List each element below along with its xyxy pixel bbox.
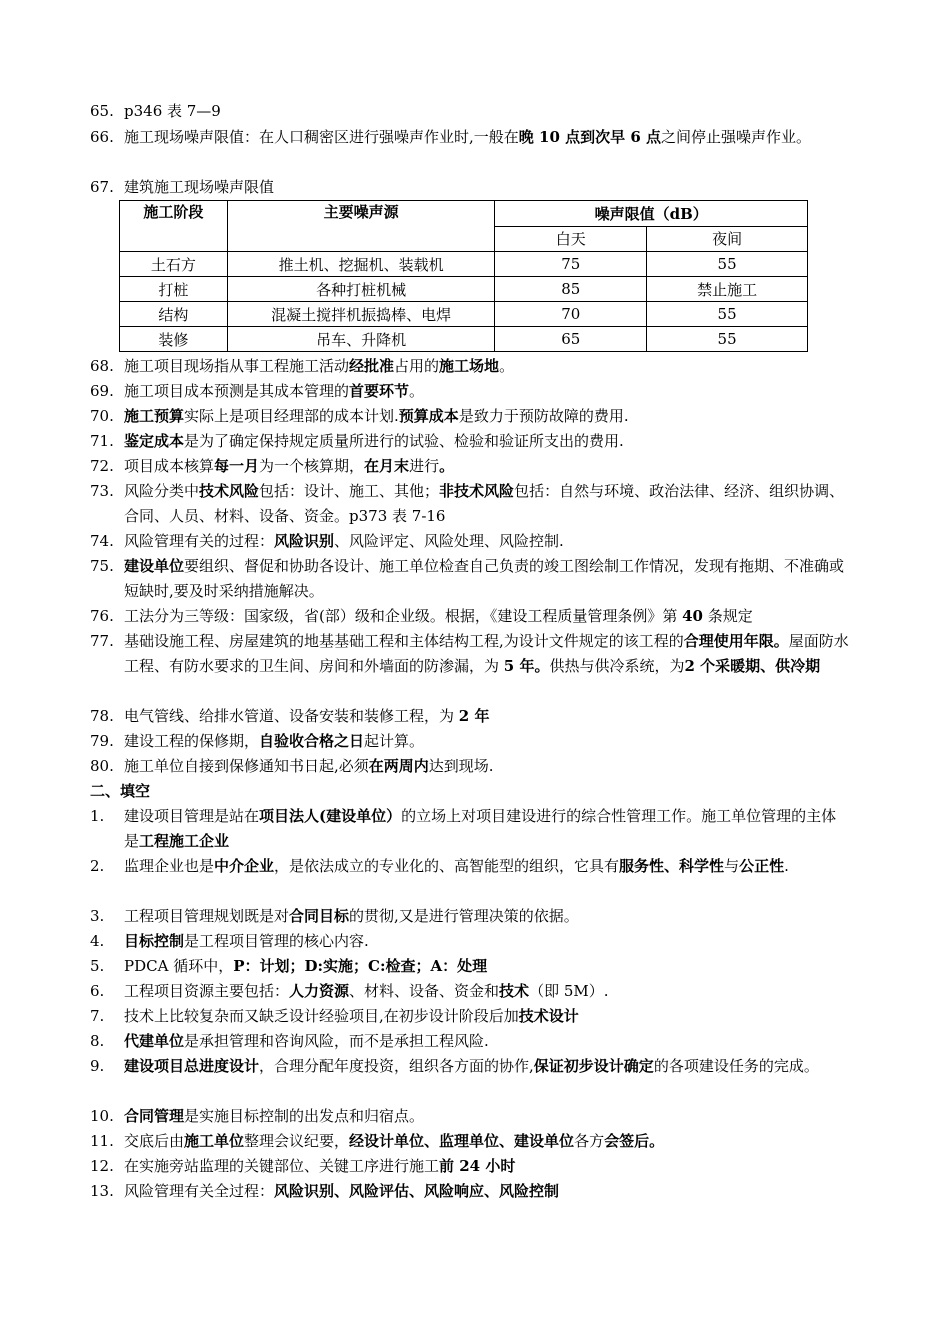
list-item: 9. 建设项目总进度设计，合理分配年度投资，组织各方面的协作,保证初步设计确定的各项建设任务的完成。 — [90, 1057, 819, 1075]
table-header: 噪声限值（dB） — [495, 201, 808, 227]
list-item: 13. 风险管理有关全过程：风险识别、风险评估、风险响应、风险控制 — [90, 1182, 560, 1200]
table-row: 打桩 各种打桩机械 85 禁止施工 — [120, 277, 808, 302]
list-item: 68. 施工项目现场指从事工程施工活动经批准占用的施工场地。 — [90, 357, 515, 375]
list-item: 71. 鉴定成本是为了确定保持规定质量所进行的试验、检验和验证所支出的费用. — [90, 432, 624, 450]
list-item: 3. 工程项目管理规划既是对合同目标的贯彻,又是进行管理决策的依据。 — [90, 907, 579, 925]
list-item: 77. 基础设施工程、房屋建筑的地基基础工程和主体结构工程,为设计文件规定的该工程的合理使用年限。屋面防水工程、有防水要求的卫生间、房间和外墙面的防渗漏，为 5 年。供热与供冷系统，为2 个采暖期、供冷期 — [90, 632, 849, 675]
section-heading: 二、填空 — [90, 782, 151, 800]
list-item: 10. 合同管理是实施目标控制的出发点和归宿点。 — [90, 1107, 425, 1125]
list-item: 69. 施工项目成本预测是其成本管理的首要环节。 — [90, 382, 425, 400]
table-header: 施工阶段 — [120, 201, 228, 252]
list-item: 74. 风险管理有关的过程：风险识别、风险评定、风险处理、风险控制. — [90, 532, 564, 550]
list-item: 5. PDCA 循环中，P：计划；D:实施；C:检查；A：处理 — [90, 957, 488, 975]
list-item: 11. 交底后由施工单位整理会议纪要，经设计单位、监理单位、建设单位各方会签后。 — [90, 1132, 665, 1150]
list-item: 76. 工法分为三等级：国家级，省(部）级和企业级。根据，《建设工程质量管理条例》第 40 条规定 — [90, 607, 753, 625]
list-item: 73. 风险分类中技术风险包括：设计、施工、其他；非技术风险包括：自然与环境、政治法律、经济、组织协调、合同、人员、材料、设备、资金。p373 表 7-16 — [90, 482, 845, 525]
list-item: 78. 电气管线、给排水管道、设备安装和装修工程，为 2 年 — [90, 707, 490, 725]
list-item: 67. 建筑施工现场噪声限值 — [90, 178, 275, 196]
table-header: 夜间 — [647, 226, 808, 252]
table-row: 装修 吊车、升降机 65 55 — [120, 327, 808, 352]
list-item: 79. 建设工程的保修期，自验收合格之日起计算。 — [90, 732, 425, 750]
list-item: 65. p346 表 7—9 — [90, 102, 221, 120]
list-item: 70. 施工预算实际上是项目经理部的成本计划.预算成本是致力于预防故障的费用. — [90, 407, 629, 425]
table-header: 主要噪声源 — [227, 201, 495, 252]
list-item: 4. 目标控制是工程项目管理的核心内容. — [90, 932, 369, 950]
table-row: 结构 混凝土搅拌机振捣棒、电焊 70 55 — [120, 302, 808, 327]
table-row: 土石方 推土机、挖掘机、装载机 75 55 — [120, 252, 808, 277]
list-item: 12. 在实施旁站监理的关键部位、关键工序进行施工前 24 小时 — [90, 1157, 516, 1175]
list-item: 66. 施工现场噪声限值：在人口稠密区进行强噪声作业时,一般在晚 10 点到次早 6 点之间停止强噪声作业。 — [90, 128, 811, 146]
list-item: 1. 建设项目管理是站在项目法人(建设单位）的立场上对项目建设进行的综合性管理工作。施工单位管理的主体是工程施工企业 — [90, 807, 837, 850]
table-header: 白天 — [495, 226, 647, 252]
list-item: 6. 工程项目资源主要包括：人力资源、材料、设备、资金和技术（即 5M）. — [90, 982, 609, 1000]
list-item: 7. 技术上比较复杂而又缺乏设计经验项目,在初步设计阶段后加技术设计 — [90, 1007, 579, 1025]
list-item: 2. 监理企业也是中介企业，是依法成立的专业化的、高智能型的组织，它具有服务性、科学性与公正性. — [90, 857, 789, 875]
list-item: 80. 施工单位自接到保修通知书日起,必须在两周内达到现场. — [90, 757, 494, 775]
list-item: 75. 建设单位要组织、督促和协助各设计、施工单位检查自己负责的竣工图绘制工作情况，发现有拖期、不准确或短缺时,要及时采纳措施解决。 — [90, 557, 845, 600]
list-item: 8. 代建单位是承担管理和咨询风险，而不是承担工程风险. — [90, 1032, 489, 1050]
noise-limit-table — [119, 200, 808, 352]
list-item: 72. 项目成本核算每一月为一个核算期，在月末进行。 — [90, 457, 455, 475]
